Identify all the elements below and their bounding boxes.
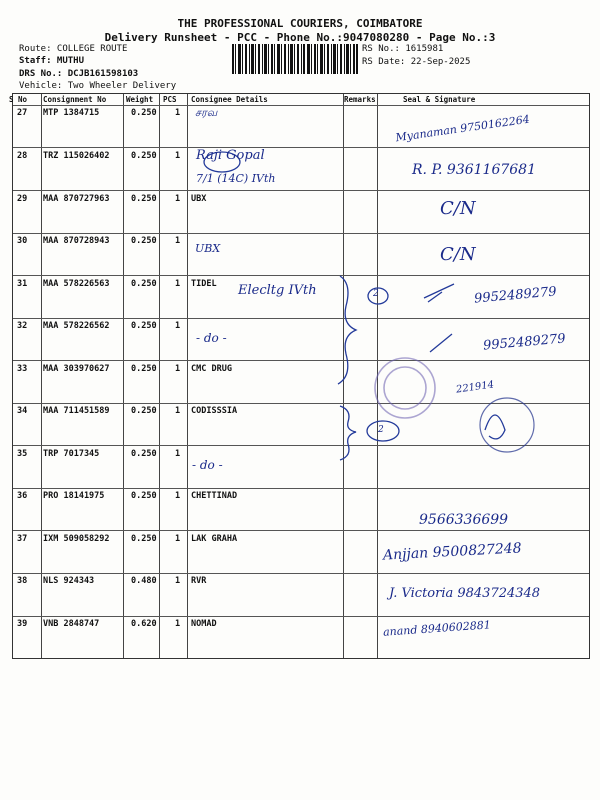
row-weight: 0.250 xyxy=(131,534,157,544)
row-sno: 38 xyxy=(17,576,28,586)
row-pcs: 1 xyxy=(175,576,181,586)
row-sno: 37 xyxy=(17,534,28,544)
row-sno: 39 xyxy=(17,619,28,629)
handwritten-signature: Myanaman 9750162264 xyxy=(394,112,531,145)
handwritten-signature: C/N xyxy=(440,198,476,219)
row-pcs: 1 xyxy=(175,619,181,629)
staff: Staff: MUTHU xyxy=(19,56,85,66)
row-sno: 31 xyxy=(17,279,28,289)
col-header-weight: Weight xyxy=(126,95,154,104)
handwritten-signature: J. Victoria 9843724348 xyxy=(389,586,541,601)
row-consignee: NOMAD xyxy=(191,619,217,629)
row-weight: 0.250 xyxy=(131,236,157,246)
row-pcs: 1 xyxy=(175,279,181,289)
handwritten-consignee: - do - xyxy=(196,331,227,345)
row-consignment-no: MAA 870728943 xyxy=(43,236,110,246)
row-consignment-no: NLS 924343 xyxy=(43,576,95,586)
row-pcs: 1 xyxy=(175,321,181,331)
row-weight: 0.250 xyxy=(131,279,157,289)
row-pcs: 1 xyxy=(175,364,181,374)
handwritten-signature: anand 8940602881 xyxy=(382,618,492,639)
handwritten-consignee: சரவ xyxy=(195,106,218,119)
handwritten-signature: 221914 xyxy=(455,379,495,396)
row-consignment-no: MTP 1384715 xyxy=(43,108,100,118)
row-pcs: 1 xyxy=(175,449,181,459)
handwritten-consignee: Raji Gopal xyxy=(196,148,265,163)
row-sno: 36 xyxy=(17,491,28,501)
row-consignee: UBX xyxy=(191,194,207,204)
row-pcs: 1 xyxy=(175,108,181,118)
barcode-image xyxy=(232,44,358,74)
row-pcs: 1 xyxy=(175,236,181,246)
row-sno: 27 xyxy=(17,108,28,118)
vehicle: Vehicle: Two Wheeler Delivery xyxy=(19,81,177,91)
col-header-seal: Seal & Signature xyxy=(403,95,476,104)
col-header-pcs: PCS xyxy=(163,95,177,104)
row-sno: 33 xyxy=(17,364,28,374)
col-header-consignment: Consignment No xyxy=(43,95,107,104)
row-consignee: TIDEL xyxy=(191,279,217,289)
runsheet-subtitle: Delivery Runsheet - PCC - Phone No.:9047080280 - Page No.:3 xyxy=(104,31,496,44)
row-sno: 30 xyxy=(17,236,28,246)
rs-number: RS No.: 1615981 xyxy=(362,44,444,54)
row-sno: 34 xyxy=(17,406,28,416)
row-weight: 0.250 xyxy=(131,194,157,204)
handwritten-signature: 9952489279 xyxy=(473,284,558,307)
row-consignment-no: PRO 18141975 xyxy=(43,491,105,501)
row-consignment-no: MAA 870727963 xyxy=(43,194,110,204)
row-consignment-no: VNB 2848747 xyxy=(43,619,100,629)
handwritten-signature: C/N xyxy=(440,244,476,265)
row-consignment-no: MAA 578226562 xyxy=(43,321,110,331)
row-sno: 28 xyxy=(17,151,28,161)
row-weight: 0.250 xyxy=(131,491,157,501)
row-consignment-no: IXM 509058292 xyxy=(43,534,110,544)
row-sno: 29 xyxy=(17,194,28,204)
row-weight: 0.620 xyxy=(131,619,157,629)
row-consignment-no: MAA 578226563 xyxy=(43,279,110,289)
handwritten-signature: 9952489279 xyxy=(482,331,567,354)
row-consignee: CODISSSIA xyxy=(191,406,238,416)
handwritten-signature: Anjjan 9500827248 xyxy=(382,540,523,564)
row-pcs: 1 xyxy=(175,194,181,204)
company-title: THE PROFESSIONAL COURIERS, COIMBATORE xyxy=(177,17,423,30)
row-consignment-no: TRZ 115026402 xyxy=(43,151,110,161)
row-sno: 35 xyxy=(17,449,28,459)
row-consignee: CMC DRUG xyxy=(191,364,232,374)
handwritten-remark: 2 xyxy=(378,425,384,435)
row-weight: 0.480 xyxy=(131,576,157,586)
row-consignment-no: MAA 711451589 xyxy=(43,406,110,416)
row-weight: 0.250 xyxy=(131,449,157,459)
row-consignee: RVR xyxy=(191,576,207,586)
handwritten-signature: 9566336699 xyxy=(419,512,509,528)
handwritten-consignee: Elecltg IVth xyxy=(238,283,317,298)
handwritten-consignee: UBX xyxy=(195,242,221,255)
handwritten-consignee: - do - xyxy=(192,458,223,472)
handwritten-signature: R. P. 9361167681 xyxy=(412,162,536,178)
row-weight: 0.250 xyxy=(131,108,157,118)
col-header-sno: S No xyxy=(9,95,28,104)
col-header-consignee: Consignee Details xyxy=(191,95,268,104)
row-sno: 32 xyxy=(17,321,28,331)
row-pcs: 1 xyxy=(175,534,181,544)
row-pcs: 1 xyxy=(175,491,181,501)
handwritten-remark: 2 xyxy=(373,289,379,299)
handwritten-address: 7/1 (14C) IVth xyxy=(196,172,276,185)
row-pcs: 1 xyxy=(175,406,181,416)
route: Route: COLLEGE ROUTE xyxy=(19,44,128,54)
row-weight: 0.250 xyxy=(131,321,157,331)
row-consignee: CHETTINAD xyxy=(191,491,238,501)
row-weight: 0.250 xyxy=(131,151,157,161)
drs-number: DRS No.: DCJB161598103 xyxy=(19,69,139,79)
row-consignment-no: TRP 7017345 xyxy=(43,449,100,459)
row-pcs: 1 xyxy=(175,151,181,161)
row-consignee: LAK GRAHA xyxy=(191,534,238,544)
rs-date: RS Date: 22-Sep-2025 xyxy=(362,57,471,67)
row-weight: 0.250 xyxy=(131,364,157,374)
row-consignment-no: MAA 303970627 xyxy=(43,364,110,374)
row-weight: 0.250 xyxy=(131,406,157,416)
col-header-remarks: Remarks xyxy=(344,95,376,104)
